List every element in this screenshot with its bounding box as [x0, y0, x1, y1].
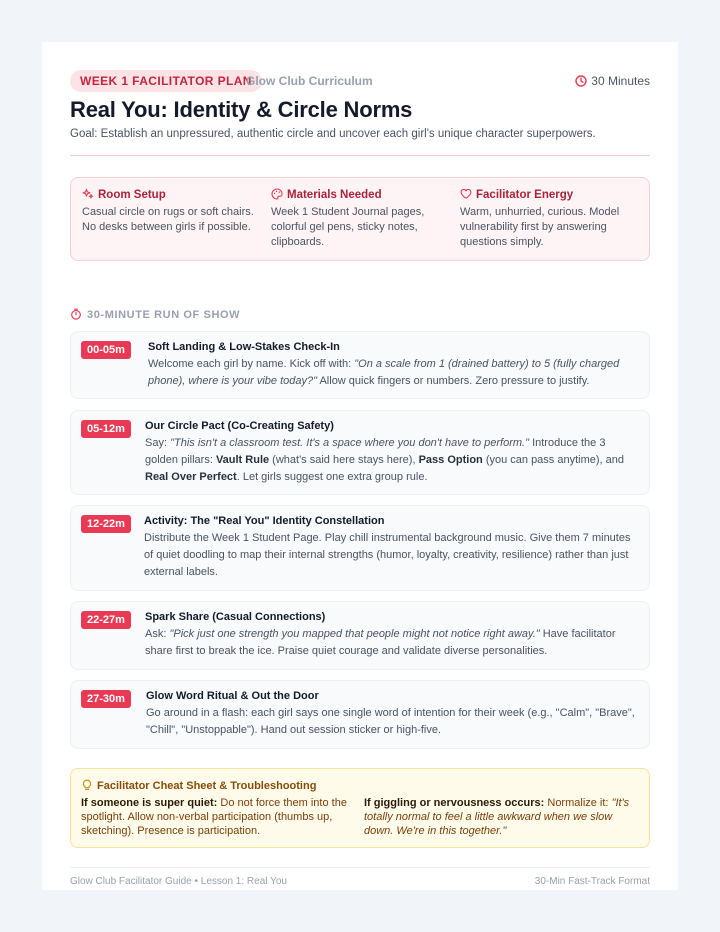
- setup-materials-title: Materials Needed: [287, 189, 382, 201]
- desc-text: . Let girls suggest one extra group rule.: [236, 471, 428, 483]
- run-title: Our Circle Pact (Co-Creating Safety): [145, 420, 334, 432]
- run-title: Soft Landing & Low-Stakes Check-In: [148, 341, 340, 353]
- time-badge: 00-05m: [81, 341, 131, 359]
- desc-text: (you can pass anytime), and: [482, 454, 625, 466]
- run-description: [144, 530, 639, 581]
- run-item-glow-word: [70, 680, 650, 749]
- desc-text: Welcome each girl by name. Kick off with:: [148, 358, 355, 370]
- desc-quote: "On a scale from 1 (drained battery) to 5 (fully charged phone), where is your vibe today?": [148, 358, 620, 387]
- setup-materials-heading: [271, 188, 443, 201]
- run-body: [144, 515, 639, 581]
- cheat-sheet-title: Facilitator Cheat Sheet & Troubleshooting: [97, 780, 317, 792]
- run-item-identity-constellation: [70, 505, 650, 591]
- run-item-spark-share: [70, 601, 650, 670]
- desc-text: (what's said here stays here),: [269, 454, 419, 466]
- setup-energy-title: Facilitator Energy: [476, 189, 574, 201]
- lesson-goal: Goal: Establish an unpressured, authentic circle and uncover each girl's unique character superpowers.: [70, 128, 596, 140]
- heart-icon: [460, 188, 472, 200]
- desc-text: Introduce the 3 golden pillars:: [145, 437, 606, 466]
- desc-text: Distribute the Week 1 Student Page. Play chill instrumental background music. Give them 7 minutes of quiet doodling to map their internal strengths (humor, loyalty, creativity, resilience) rather than just external labels.: [144, 532, 631, 578]
- setup-panel: [70, 177, 650, 261]
- run-title: Glow Word Ritual & Out the Door: [146, 690, 319, 702]
- curriculum-label: Glow Club Curriculum: [246, 74, 373, 88]
- run-body: [145, 420, 639, 486]
- pillar-pass-option: Pass Option: [418, 454, 483, 466]
- header-row: [70, 70, 650, 92]
- run-of-show-text: 30-MINUTE RUN OF SHOW: [87, 309, 241, 321]
- footer-guide: Glow Club Facilitator Guide • Lesson 1: Real You: [70, 876, 287, 887]
- run-item-circle-pact: [70, 410, 650, 495]
- desc-quote: "Pick just one strength you mapped that people might not notice right away.": [169, 628, 540, 640]
- cheat-giggling-label: If giggling or nervousness occurs:: [364, 797, 545, 809]
- setup-materials-text: Week 1 Student Journal pages, colorful gel pens, sticky notes, clipboards.: [271, 206, 425, 248]
- cheat-sheet-panel: [70, 768, 650, 848]
- setup-room-title: Room Setup: [98, 189, 166, 201]
- run-description: [145, 435, 639, 486]
- duration-text: 30 Minutes: [591, 74, 650, 88]
- clock-icon: [575, 75, 587, 87]
- cheat-quiet-label: If someone is super quiet:: [81, 797, 218, 809]
- run-of-show-label: [70, 308, 240, 321]
- cheat-giggling-quote: "It's totally normal to feel a little awkward when we slow down. We're in this together.": [364, 797, 630, 837]
- stopwatch-icon: [70, 308, 82, 320]
- run-body: [148, 341, 639, 390]
- setup-energy-text: Warm, unhurried, curious. Model vulnerability first by answering questions simply.: [460, 206, 620, 248]
- footer-divider: [70, 867, 650, 868]
- page-title: Real You: Identity & Circle Norms: [70, 97, 413, 122]
- sparkle-icon: [82, 188, 94, 200]
- time-badge: 05-12m: [81, 420, 131, 438]
- time-badge: 22-27m: [81, 611, 131, 629]
- desc-quote: "This isn't a classroom test. It's a space where you don't have to perform.": [170, 437, 530, 449]
- cheat-quiet-text: Do not force them into the spotlight. Allow non-verbal participation (thumbs up, sketching). Presence is participation.: [81, 797, 347, 837]
- footer-format: 30-Min Fast-Track Format: [534, 876, 650, 887]
- desc-text: Have facilitator share first to break the ice. Praise quiet courage and validate diverse personalities.: [145, 628, 616, 657]
- pillar-vault-rule: Vault Rule: [215, 454, 270, 466]
- run-title: Spark Share (Casual Connections): [145, 611, 326, 623]
- setup-energy-heading: [460, 188, 638, 201]
- cheat-giggling: [364, 796, 638, 838]
- run-item-checkin: [70, 331, 650, 399]
- setup-energy: [460, 188, 638, 250]
- cheat-giggling-text: Normalize it:: [544, 797, 612, 809]
- desc-text: Ask:: [145, 628, 170, 640]
- lesson-plan-page: [42, 42, 678, 890]
- run-body: [145, 611, 639, 660]
- setup-room-heading: [82, 188, 262, 201]
- run-title: Activity: The "Real You" Identity Constellation: [144, 515, 385, 527]
- desc-text: Allow quick fingers or numbers. Zero pressure to justify.: [317, 375, 590, 387]
- run-description: [145, 626, 639, 660]
- setup-room: [82, 188, 262, 235]
- setup-materials: [271, 188, 443, 250]
- header-divider: [70, 155, 650, 156]
- time-badge: 12-22m: [81, 515, 131, 533]
- duration: [575, 70, 650, 92]
- desc-text: Go around in a flash: each girl says one single word of intention for their week (e.g., "Calm", "Brave", "Chill", "Unstoppable"). Hand out session sticker or high-five.: [146, 707, 635, 736]
- pillar-real-over-perfect: Real Over Perfect: [145, 471, 237, 483]
- setup-room-text: Casual circle on rugs or soft chairs. No desks between girls if possible.: [82, 206, 254, 233]
- plan-badge: WEEK 1 FACILITATOR PLAN: [70, 70, 262, 92]
- desc-text: Say:: [145, 437, 171, 449]
- cheat-quiet: [81, 796, 353, 838]
- lightbulb-icon: [81, 779, 93, 791]
- palette-icon: [271, 188, 283, 200]
- run-description: [146, 705, 639, 739]
- run-description: [148, 356, 639, 390]
- time-badge: 27-30m: [81, 690, 131, 708]
- run-body: [146, 690, 639, 739]
- cheat-sheet-heading: [81, 779, 316, 792]
